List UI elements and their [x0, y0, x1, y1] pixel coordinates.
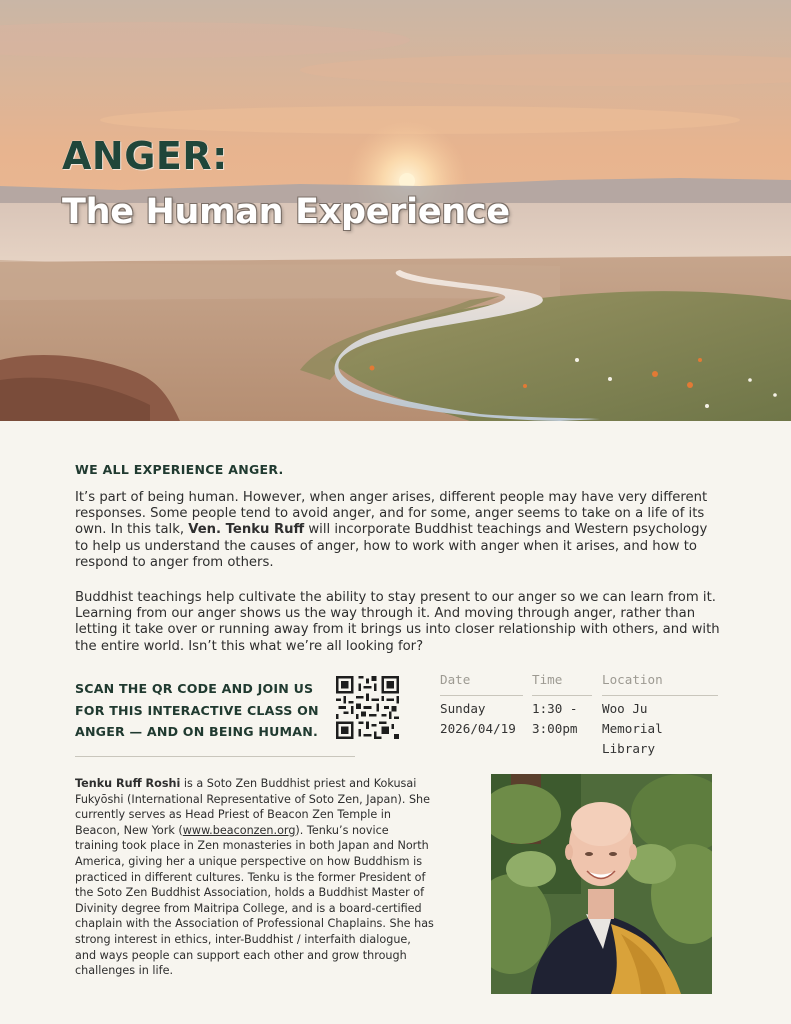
date-value	[440, 699, 523, 739]
website-link[interactable]: www.beaconzen.org	[182, 823, 296, 837]
bio-text-a: is a Soto Zen Buddhist priest and Kokusai Fukyōshi (International Representative of Soto Zen, Japan). She currently serves as Head Priest of Beacon Zen Temple in Beacon, New York (	[75, 777, 431, 837]
cta-line-3: ANGER — AND ON BEING HUMAN.	[75, 724, 318, 739]
cta-line-2: FOR THIS INTERACTIVE CLASS ON	[75, 702, 319, 718]
time-end: 3:00pm	[532, 721, 578, 736]
time-label: Time	[532, 672, 592, 696]
bio-name: Tenku Ruff Roshi	[75, 777, 181, 790]
event-time-column	[532, 672, 592, 739]
divider	[75, 756, 355, 757]
call-to-action	[75, 678, 337, 743]
date-day: Sunday	[440, 701, 486, 716]
location-label: Location	[602, 672, 718, 696]
intro-paragraph-1	[75, 490, 723, 571]
hero-banner	[0, 0, 791, 421]
date-label: Date	[440, 672, 523, 696]
location-line-2: Memorial Library	[602, 721, 663, 756]
speaker-photo	[491, 774, 712, 994]
bio-text-b: ). Tenku’s novice training took place in Zen monasteries in both Japan and North America, giving her a unique perspective on how Buddhism is practiced in different cultures. Tenku is the former President of the Soto Zen Buddhist Association, holds a Buddhist Master of Divinity degree from Maitripa College, and is a board-certified chaplain with the Association of Professional Chaplains. She has strong interest in ethics, inter-Buddhist / interfaith dialogue, and ways people can support each other and grow through challenges in life.	[75, 823, 434, 978]
title-line-1: ANGER:	[62, 134, 228, 178]
time-start: 1:30 -	[532, 701, 578, 716]
date-date: 2026/04/19	[440, 721, 516, 736]
time-value	[532, 699, 592, 739]
cta-line-1: SCAN THE QR CODE AND JOIN US	[75, 681, 314, 696]
intro-p1-end: will incorporate Buddhist teachings and Western psychology to help us understand the causes of anger, how to work with anger when it arises, and how to respond to anger from others.	[75, 522, 708, 570]
qr-code-icon[interactable]	[336, 676, 399, 739]
title-line-2: The Human Experience	[62, 192, 510, 232]
speaker-name: Ven. Tenku Ruff	[188, 522, 305, 538]
intro-p1-start: It’s part of being human. However, when anger arises, different people may have very different responses. Some people tend to avoid anger, and for some, anger seems to take on a life of its own. In this talk,	[75, 490, 708, 538]
event-location-column	[602, 672, 718, 759]
section-heading: WE ALL EXPERIENCE ANGER.	[75, 462, 284, 477]
event-date-column	[440, 672, 523, 739]
location-line-1: Woo Ju	[602, 701, 648, 716]
location-value	[602, 699, 718, 759]
intro-paragraph-2: Buddhist teachings help cultivate the ability to stay present to our anger so we can learn from it. Learning from our anger shows us the way through it. And moving through anger, rather than letting it take over or running away from it brings us into closer relationship with others, and with the entire world. Isn’t this what we’re all looking for?	[75, 590, 720, 654]
speaker-bio	[75, 776, 435, 979]
